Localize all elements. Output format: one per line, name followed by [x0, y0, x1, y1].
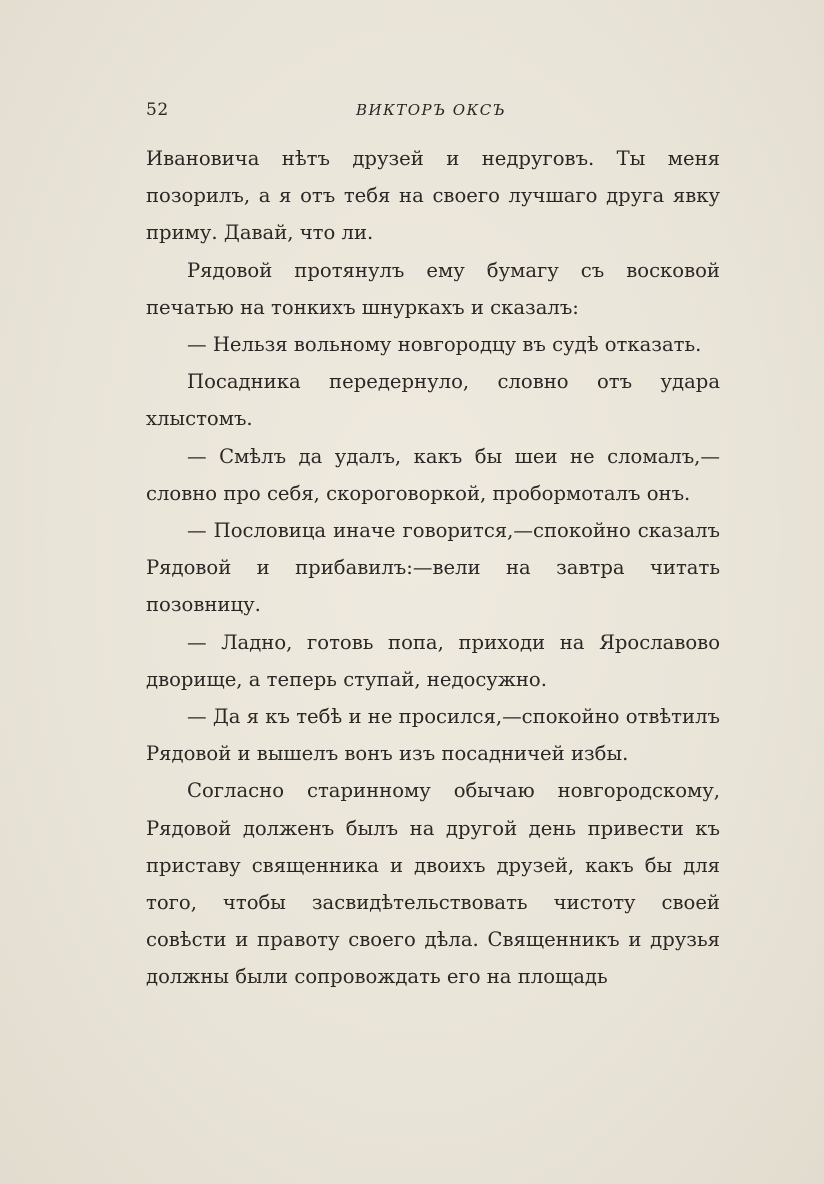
paragraph-narration: Рядовой протянулъ ему бумагу съ восковой печатью на тонкихъ шнуркахъ и сказалъ: [146, 258, 720, 319]
page-number: 52 [146, 100, 169, 120]
paragraph-dialogue: — Ладно, готовь попа, приходи на Ярославово дворище, а теперь ступай, недосужно. [146, 630, 720, 691]
running-title: ВИКТОРЪ ОКСЪ [356, 101, 507, 119]
paragraph-dialogue: — Пословица иначе говорится,—спокойно сказалъ Рядовой и прибавилъ:—вели на завтра читать позовницу. [146, 519, 720, 617]
running-head [146, 100, 726, 126]
paragraph-narration: Посадника передернуло, словно отъ удара хлыстомъ. [146, 370, 720, 431]
paragraph-dialogue: — Смѣлъ да удалъ, какъ бы шеи не сломалъ,— словно про себя, скороговоркой, пробормоталъ онъ. [146, 444, 720, 505]
paragraph-dialogue: — Нельзя вольному новгородцу въ судѣ отказать. [187, 333, 702, 357]
paragraph-continuation: Ивановича нѣтъ друзей и недруговъ. Ты меня позорилъ, а я отъ тебя на своего лучшаго друга явку приму. Давай, что ли. [146, 147, 720, 245]
paragraph-dialogue: — Да я къ тебѣ и не просился,—спокойно отвѣтилъ Рядовой и вышелъ вонъ изъ посадничей избы. [146, 705, 720, 766]
body-text [146, 140, 720, 996]
paragraph-narration: Согласно старинному обычаю новгородскому, Рядовой долженъ былъ на другой день привести къ приставу священника и двоихъ друзей, какъ бы для того, чтобы засвидѣтельствовать чистоту своей совѣсти и правоту своего дѣла. Священникъ и друзья должны были сопровождать его на площадь [146, 779, 720, 989]
